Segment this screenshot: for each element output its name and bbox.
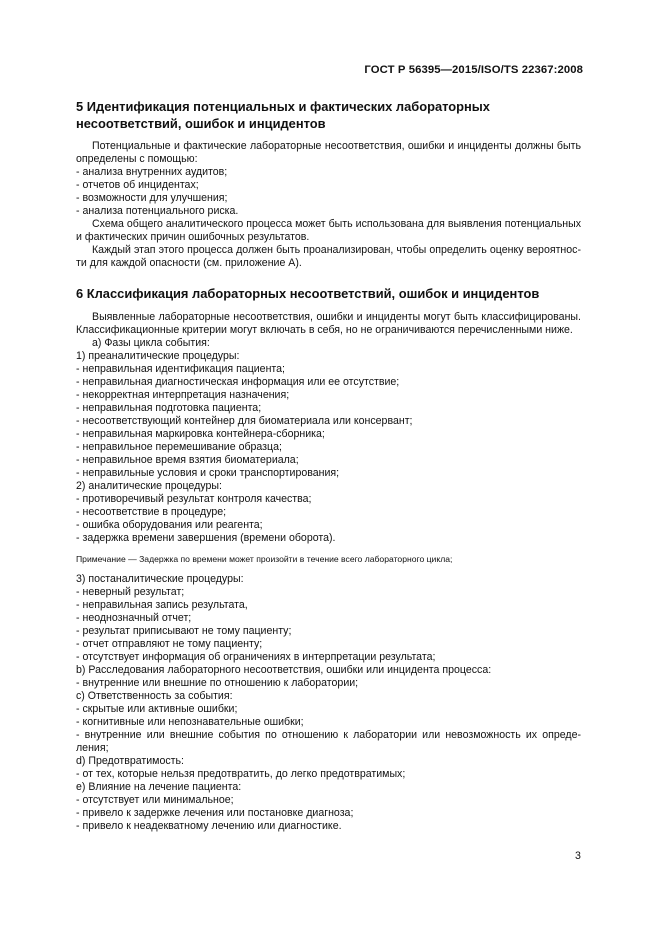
section-6-list-item: - неправильная маркировка контейнера-сборника; — [76, 428, 325, 440]
section-5-heading-line-2: несоответствий, ошибок и инцидентов — [76, 116, 326, 131]
section-6-list-item: - отсутствует информация об ограничениях в интерпретации результата; — [76, 651, 436, 663]
section-5-list-item: - возможности для улучшения; — [76, 192, 228, 204]
section-6-list-item: d) Предотвратимость: — [76, 755, 184, 767]
section-6-list-item: e) Влияние на лечение пациента: — [76, 781, 242, 793]
section-6-list-item: - неверный результат; — [76, 586, 185, 598]
section-6-list-item: - привело к задержке лечения или постановке диагноза; — [76, 807, 354, 819]
section-6-text-line: Выявленные лабораторные несоответствия, ошибки и инциденты могут быть классифицированы. — [92, 311, 581, 323]
section-5-list-item: - отчетов об инцидентах; — [76, 179, 199, 191]
section-5-heading-line-1: 5 Идентификация потенциальных и фактических лабораторных — [76, 99, 490, 114]
section-5-text-line: и фактических причин ошибочных результатов. — [76, 231, 310, 243]
section-6-list-item: - отсутствует или минимальное; — [76, 794, 234, 806]
section-5-text-line: Схема общего аналитического процесса может быть использована для выявления потенциальных — [92, 218, 581, 230]
section-6-list-item: - скрытые или активные ошибки; — [76, 703, 238, 715]
section-6-list-item: ления; — [76, 742, 109, 754]
section-6-list-item: c) Ответственность за события: — [76, 690, 233, 702]
section-5-list-item: - анализа потенциального риска. — [76, 205, 239, 217]
section-6-list-item: 2) аналитические процедуры: — [76, 480, 222, 492]
section-6-list-item: - противоречивый результат контроля качества; — [76, 493, 312, 505]
section-6-list-item: - несоответствующий контейнер для биоматериала или консервант; — [76, 415, 413, 427]
section-6-list-item: - внутренние или внешние события по отношению к лаборатории или невозможность их опреде- — [76, 729, 581, 741]
section-6-list-item: - неоднозначный отчет; — [76, 612, 192, 624]
section-6-heading: 6 Классификация лабораторных несоответствий, ошибок и инцидентов — [76, 286, 540, 301]
section-6-list-item: - от тех, которые нельзя предотвратить, до легко предотвратимых; — [76, 768, 406, 780]
section-5-text-line: определены с помощью: — [76, 153, 198, 165]
section-6-text-line: Классификационные критерии могут включать в себя, но не ограничиваются перечисленными ниже. — [76, 324, 573, 336]
section-6-list-item: - привело к неадекватному лечению или диагностике. — [76, 820, 342, 832]
page-number: 3 — [575, 850, 581, 862]
section-6-list-item: - ошибка оборудования или реагента; — [76, 519, 263, 531]
section-6-list-item: - когнитивные или непознавательные ошибки; — [76, 716, 304, 728]
section-5-list-item: - анализа внутренних аудитов; — [76, 166, 228, 178]
section-6-list-item: а) Фазы цикла события: — [92, 337, 210, 349]
section-5-text-line: ти для каждой опасности (см. приложение А). — [76, 257, 302, 269]
section-6-list-item: - неправильные условия и сроки транспортирования; — [76, 467, 340, 479]
section-6-list-item: - неправильная диагностическая информация или ее отсутствие; — [76, 376, 400, 388]
section-6-list-item: - неправильная запись результата, — [76, 599, 248, 611]
section-6-list-item: - неправильное перемешивание образца; — [76, 441, 282, 453]
section-6-list-item: 1) преаналитические процедуры: — [76, 350, 240, 362]
section-6-list-item: - задержка времени завершения (времени оборота). — [76, 532, 336, 544]
section-6-list-item: b) Расследования лабораторного несоответствия, ошибки или инцидента процесса: — [76, 664, 492, 676]
section-6-list-item: - внутренние или внешние по отношению к лаборатории; — [76, 677, 359, 689]
section-6-list-item: - некорректная интерпретация назначения; — [76, 389, 290, 401]
note-text: Примечание — Задержка по времени может произойти в течение всего лабораторного цикла; — [76, 554, 453, 564]
section-6-list-item: - неправильное время взятия биоматериала; — [76, 454, 299, 466]
section-5-text-line: Потенциальные и фактические лабораторные несоответствия, ошибки и инциденты должны быть — [92, 140, 581, 152]
section-6-list-item: - несоответствие в процедуре; — [76, 506, 227, 518]
section-6-list-item: - результат приписывают не тому пациенту; — [76, 625, 292, 637]
section-6-list-item: - неправильная подготовка пациента; — [76, 402, 262, 414]
section-6-list-item: - отчет отправляют не тому пациенту; — [76, 638, 263, 650]
section-5-text-line: Каждый этап этого процесса должен быть проанализирован, чтобы определить оценку вероятнос- — [92, 244, 581, 256]
section-6-list-item: 3) постаналитические процедуры: — [76, 573, 244, 585]
document-header: ГОСТ Р 56395—2015/ISO/TS 22367:2008 — [364, 64, 583, 76]
section-6-list-item: - неправильная идентификация пациента; — [76, 363, 285, 375]
